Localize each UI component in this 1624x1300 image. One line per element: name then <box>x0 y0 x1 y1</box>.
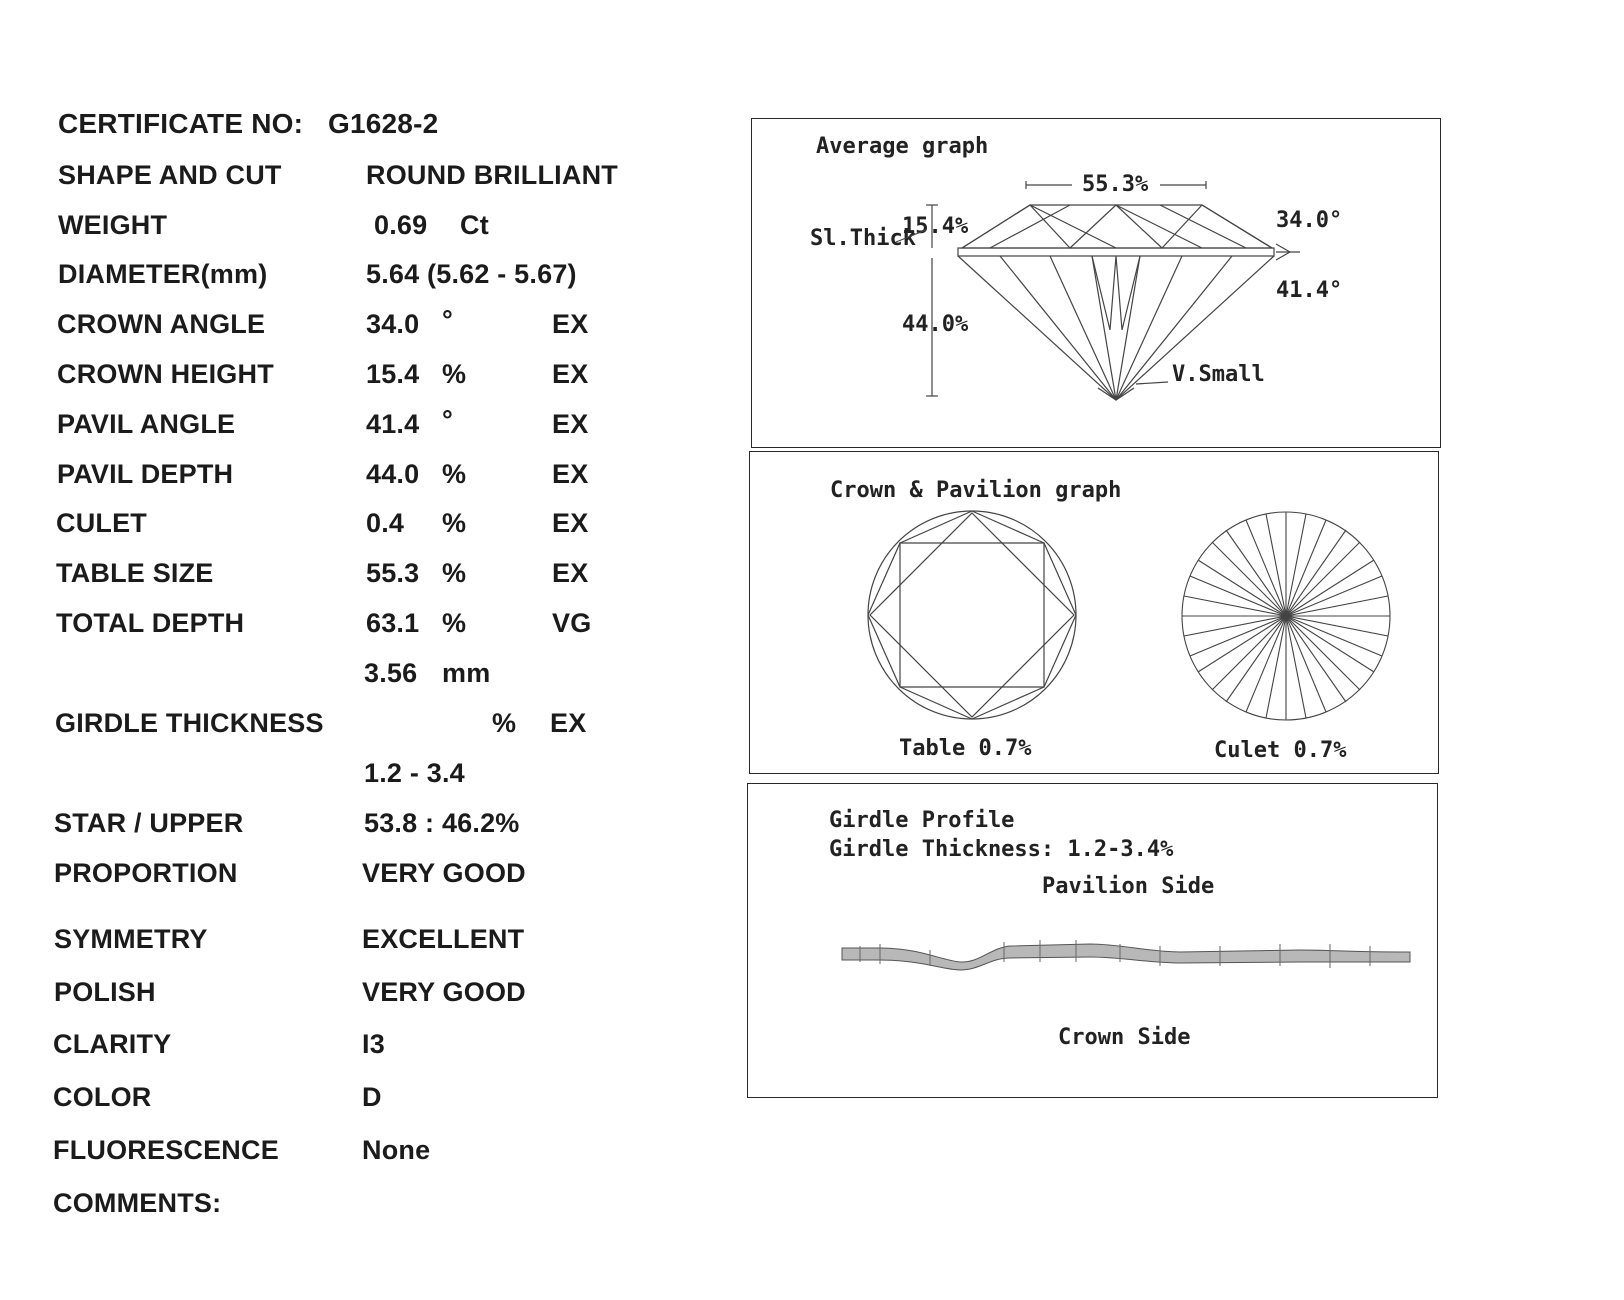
row-grade-total-depth: VG <box>552 608 592 638</box>
row-value-pavil-angle: 41.4 <box>366 409 420 439</box>
culet-size-label: V.Small <box>1172 362 1265 387</box>
row-value-crown-angle: 34.0 <box>366 309 420 339</box>
row-value-culet: 0.4 <box>366 508 405 538</box>
row-value-symmetry: EXCELLENT <box>362 924 525 954</box>
row-label-fluorescence: FLUORESCENCE <box>53 1135 279 1165</box>
row-grade-pavil-angle: EX <box>552 409 589 439</box>
row-value-color: D <box>362 1082 382 1112</box>
row-label-total-depth: TOTAL DEPTH <box>56 608 245 638</box>
row-label-comments: COMMENTS: <box>53 1188 222 1218</box>
row-label-polish: POLISH <box>54 977 156 1007</box>
row-label-diameter: DIAMETER(mm) <box>58 259 268 289</box>
average-graph-title: Average graph <box>816 134 989 159</box>
culet-deviation-label: Culet 0.7% <box>1214 738 1347 763</box>
row-unit-table-size: % <box>442 558 467 588</box>
row-value-girdle-range: 1.2 - 3.4 <box>364 758 465 788</box>
row-label-proportion: PROPORTION <box>54 858 238 888</box>
row-grade-girdle-thickness: EX <box>550 708 587 738</box>
girdle-profile-thickness: Girdle Thickness: 1.2-3.4% <box>829 837 1174 862</box>
row-grade-pavil-depth: EX <box>552 459 589 489</box>
row-unit-pavil-depth: % <box>442 459 467 489</box>
row-value-shape: ROUND BRILLIANT <box>366 160 618 190</box>
row-unit-pavil-angle: ° <box>442 405 453 435</box>
row-unit-crown-angle: ° <box>442 305 453 335</box>
pavilion-angle-label: 41.4° <box>1276 278 1343 303</box>
table-deviation-label: Table 0.7% <box>899 736 1032 761</box>
row-unit-weight: Ct <box>460 210 489 240</box>
row-label-table-size: TABLE SIZE <box>56 558 214 588</box>
crown-pavilion-title: Crown & Pavilion graph <box>830 478 1122 503</box>
row-value-star-upper: 53.8 : 46.2% <box>364 808 520 838</box>
row-value-diameter: 5.64 (5.62 - 5.67) <box>366 259 577 289</box>
row-value-total-depth: 63.1 <box>366 608 420 638</box>
row-label-shape: SHAPE AND CUT <box>58 160 282 190</box>
row-unit-culet: % <box>442 508 467 538</box>
pavilion-depth-label: 44.0% <box>902 312 969 337</box>
row-label-girdle-thickness: GIRDLE THICKNESS <box>55 708 324 738</box>
row-unit-total-depth: % <box>442 608 467 638</box>
certificate-label: CERTIFICATE NO: <box>58 108 304 139</box>
pavilion-side-label: Pavilion Side <box>1042 874 1215 899</box>
row-value-weight: 0.69 <box>374 210 428 240</box>
row-label-weight: WEIGHT <box>58 210 168 240</box>
row-label-symmetry: SYMMETRY <box>54 924 208 954</box>
row-label-pavil-angle: PAVIL ANGLE <box>57 409 236 439</box>
row-value-total-depth-mm: 3.56 <box>364 658 418 688</box>
row-value-polish: VERY GOOD <box>362 977 526 1007</box>
row-label-crown-height: CROWN HEIGHT <box>57 359 274 389</box>
row-grade-crown-angle: EX <box>552 309 589 339</box>
row-value-fluorescence: None <box>362 1135 431 1165</box>
crown-height-label: 15.4% <box>902 214 969 239</box>
row-label-color: COLOR <box>53 1082 152 1112</box>
row-label-star-upper: STAR / UPPER <box>54 808 244 838</box>
row-value-table-size: 55.3 <box>366 558 420 588</box>
row-value-clarity: I3 <box>362 1029 385 1059</box>
row-grade-culet: EX <box>552 508 589 538</box>
row-unit-crown-height: % <box>442 359 467 389</box>
row-label-clarity: CLARITY <box>53 1029 172 1059</box>
certificate-number: G1628-2 <box>328 108 439 139</box>
row-unit-girdle-thickness: % <box>492 708 517 738</box>
crown-angle-label: 34.0° <box>1276 208 1343 233</box>
row-value-crown-height: 15.4 <box>366 359 420 389</box>
row-value-pavil-depth: 44.0 <box>366 459 420 489</box>
row-grade-table-size: EX <box>552 558 589 588</box>
row-label-pavil-depth: PAVIL DEPTH <box>57 459 234 489</box>
row-label-crown-angle: CROWN ANGLE <box>57 309 266 339</box>
row-label-culet: CULET <box>56 508 147 538</box>
row-unit-total-depth-mm: mm <box>442 658 491 688</box>
table-pct-label: 55.3% <box>1082 172 1149 197</box>
row-grade-crown-height: EX <box>552 359 589 389</box>
girdle-profile-title: Girdle Profile <box>829 808 1015 833</box>
crown-side-label: Crown Side <box>1058 1025 1191 1050</box>
girdle-thickness-tag: Sl.Thick <box>810 226 916 251</box>
row-value-proportion: VERY GOOD <box>362 858 526 888</box>
